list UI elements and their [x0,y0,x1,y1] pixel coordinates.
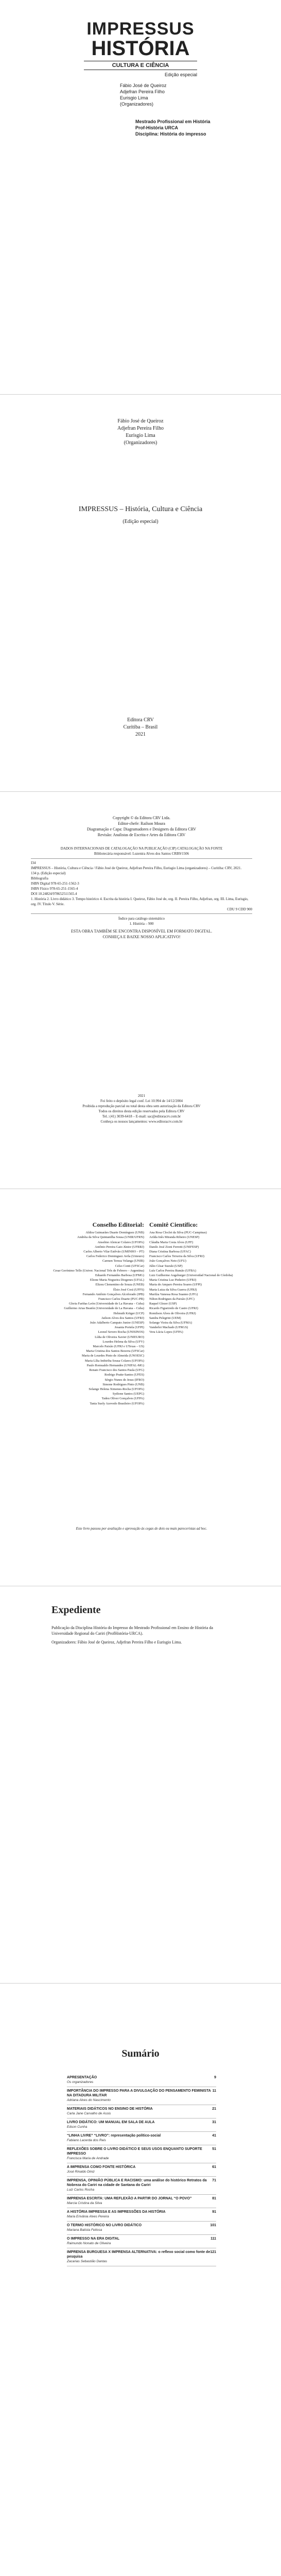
summary-entry-page: 41 [212,2134,216,2138]
committee-member: Cláudia Maria Costa Alves (UFF) [149,1240,194,1244]
summary-entry-title: O IMPRESSO NA ERA DIGITAL [67,2237,120,2241]
committee-member: Diana Cristina Barbosa (UFAC) [149,1250,191,1254]
summary-entry[interactable] [67,2132,216,2145]
summary-entry[interactable] [67,2074,216,2087]
summary-entry-row [67,2075,216,2080]
legal-line: Tel.: (41) 3039-6418 – E-mail: sac@editoracrv.com.br [102,1114,181,1118]
summary-entry-row [67,2250,216,2259]
summary-entry-page: 31 [212,2121,216,2124]
catalog-box [31,858,252,914]
council-member: Simone Rodrigues Pinto (UNB) [102,1382,144,1386]
editorial-council-title: Conselho Editorial: [92,1221,144,1228]
council-member: Sérgio Nunes de Jesus (IFRO) [104,1378,144,1382]
title-authors [0,418,281,447]
summary-entry-page: 81 [212,2197,216,2200]
council-member: Carmen Tereza Velanga (UNIR) [102,1259,144,1263]
summary-list [67,2074,216,2266]
expediente-title: Expediente [51,1604,101,1616]
summary-entry-page: 9 [214,2076,216,2079]
council-member: Gloria Fariñas León (Universidade de La Havana – Cuba) [68,1302,144,1306]
council-member: Maria Cristina dos Santos Bezerra (UFSCar) [86,1349,144,1353]
summary-entry-row [67,2133,216,2138]
summary-entry-row [67,2147,216,2156]
summary-entry[interactable] [67,2105,216,2119]
council-member: Rodrigo Pratte-Santos (UFES) [104,1373,144,1377]
catalog-line: DOI 10.24824/978652511565.4 [31,892,77,896]
committee-member: Romilson Alves de Oliveira (UFRJ) [149,1311,196,1315]
committee-member: Danilo José Zioni Ferretti (UNIFESP) [149,1245,199,1249]
author-line: Fábio José de Queiroz [117,418,164,424]
scientific-committee-list [149,1230,273,1334]
committee-member: Vera Lúcia Lopes (UFPA) [149,1330,183,1334]
catalog-sub: Bibliotecária responsável: Luzenira Alves dos Santos CRB9/1506 [94,852,189,856]
peer-review-note: Este livro passou por avaliação e aprovação às cegas de dois ou mais pareceristas ad hoc. [76,1527,207,1531]
index-label: Índice para catálogo sistemático [118,917,165,921]
summary-entry-page: 101 [210,2224,216,2227]
council-member: Helmuth Krüger (UCP) [113,1311,144,1315]
summary-entry-page: 91 [212,2210,216,2214]
committee-member: Marilza Vanessa Rosa Suanno (UFG) [149,1292,198,1296]
credit-line: Eurisgio Lima [120,95,148,100]
council-member: Marcelo Paixão (UFRJ e UTexas – US) [93,1345,144,1349]
publisher-line: Curitiba – Brasil [123,724,158,730]
editorial-council [21,1223,144,1406]
summary-entry-page: 11 [212,2089,216,2093]
summary-entry[interactable] [67,2248,216,2266]
summary-entry-page: 71 [212,2179,216,2182]
catalog-line: CDU 9 CDD 900 [227,907,252,911]
summary-entry-author: Carla Jane Carvalho de Assis [67,2112,111,2115]
cover-edition: Edição especial [164,72,197,77]
summary-page [0,1986,281,2576]
credit-line: (Organizadores) [120,101,154,107]
legal-line: Conheça os nossos lançamentos: www.editoracrv.com.br [100,1120,183,1124]
expediente-paragraph: Publicação da Disciplina História do Impresso do Mestrado Profissional em Ensino de História da Universidade Regional do Cariri (ProfHistória-URCA). [51,1625,213,1636]
legal-line: 2021 [138,1094,145,1098]
credit-line: Adjefran Pereira Filho [120,89,165,94]
summary-title: Sumário [121,2048,160,2059]
council-member: Elizeu Clementino de Souza (UNEB) [95,1283,144,1287]
copyright-line: Editor-chefe: Railson Moura [118,821,165,826]
catalog-line: I34 [31,861,36,865]
summary-entry[interactable] [67,2235,216,2248]
council-member: Tadeu Oliver Gonçalves (UFPA) [101,1397,144,1401]
committee-member: Maria Luiza da Silva Guerra (UFRJ) [149,1287,197,1292]
committee-member: Raquel Glezer (USP) [149,1302,177,1306]
expediente-text [51,1625,232,1645]
summary-entry-title: O TERMO HISTÓRICO NO LIVRO DIDÁTICO [67,2224,142,2227]
council-page [0,1192,281,1583]
summary-entry-author: Mariana Batista Feitosa [67,2228,102,2232]
committee-member: Arilda Inês Miranda Ribeiro (UNESP) [149,1235,200,1240]
cover-block [84,20,197,107]
council-member: Tania Suely Azevedo Brasileiro (UFOPA) [90,1401,144,1405]
summary-entry-title: IMPRENSA BURGUESA X IMPRENSA ALTERNATIVA: o reflexo social como fonte de pesquisa [67,2250,210,2259]
council-member: Guillermo Arias Beatón (Universidade de La Havana – Cuba) [64,1307,144,1311]
catalog-line: IMPRESSUS – História, Cultura e Ciência / Fábio José de Queiroz, Adjefran Pereira Filho, Eurisgio Lima (organizadores) – Curitiba: CRV, 2021. [31,866,242,870]
summary-entry[interactable] [67,2145,216,2163]
summary-entry-author: Adriana Alves do Nascimento [67,2098,111,2102]
program-line: Prof-História URCA [135,125,179,130]
summary-entry-title: A HISTÓRIA IMPRESSA E AS IMPRESSÕES DA HISTÓRIA [67,2210,166,2214]
author-line: Eurisgio Lima [126,433,155,438]
catalog-line: Bibliografia [31,876,48,880]
digital-notice [46,928,237,940]
summary-entry-row [67,2120,216,2125]
legal-line: Foi feito o depósito legal conf. Lei 10.994 de 14/12/2004 [100,1099,183,1103]
publisher-line: Editora CRV [127,717,154,723]
summary-entry-author: Francisca Maria de Andrade [67,2157,109,2160]
council-member: Carlos Alberto Vilar Estêvão (UMINHO – PT) [83,1250,144,1254]
council-member: Carlos Federico Dominguez Avila (Unieuro) [86,1255,144,1259]
summary-entry-page: 121 [210,2250,216,2254]
summary-entry-row [67,2165,216,2170]
committee-member: Francisco Carlos Teixeira da Silva (UFRJ) [149,1255,204,1259]
committee-member: Vanderlei Machado (UFRGS) [149,1326,188,1330]
cover-page [0,0,281,392]
committee-member: Solange Vieira da Silva (UFMA) [149,1321,192,1325]
summary-entry-title: IMPRENSA ESCRITA: UMA REFLEXÃO A PARTIR DO JORNAL “O POVO” [67,2197,192,2200]
summary-entry-title: “LINHA LIVRE” “LIVRO”: representação político-social [67,2134,161,2138]
council-member: Francisco Carlos Duarte (PUC-PR) [98,1297,144,1301]
index-item: 1. História – 900 [129,922,154,926]
committee-member: Maria Cristina Luz Pinheiro (UFRJ) [149,1278,197,1282]
summary-entry-author: Fabiano Lacerda dos Reis [67,2139,106,2142]
catalog-title: DADOS INTERNACIONAIS DE CATALOGAÇÃO NA PUBLICAÇÃO (CIP) CATALOGAÇÃO NA FONTE [60,846,223,851]
cover-subtitle: CULTURA E CIÊNCIA [84,61,197,70]
summary-entry-title: REFLEXÕES SOBRE O LIVRO DIDÁTICO E SEUS USOS ENQUANTO SUPORTE IMPRESSO [67,2147,202,2156]
book-title: IMPRESSUS – História, Cultura e Ciência [78,505,203,513]
summary-entry-row [67,2196,216,2201]
catalog-record [31,846,252,926]
page-divider [0,791,281,792]
expediente-page [0,1589,281,1980]
committee-member: Ana Rosa Cloclet da Silva (PUC-Campinas) [149,1231,207,1235]
council-member: Élsio José Corá (UFFS) [113,1287,144,1292]
council-member: João Adalberto Campato Junior (UNESP) [90,1321,144,1325]
summary-entry[interactable] [67,2119,216,2132]
summary-entry[interactable] [67,2163,216,2177]
council-member: Sydione Santos (UEPG) [112,1392,144,1396]
summary-entry[interactable] [67,2195,216,2208]
council-member: Celso Conti (UFSCar) [115,1264,144,1268]
author-line: Adjefran Pereira Filho [117,426,164,431]
committee-member: Júlio César Suzuki (USP) [149,1264,183,1268]
committee-member: Luís Carlos Pereira Rumão (UFBA) [149,1268,196,1273]
program-line: Disciplina: História do impresso [135,131,206,137]
cover-program [135,118,238,137]
summary-entry-author: Os organizadores [67,2080,94,2084]
summary-entry-row [67,2178,216,2188]
page-divider [0,1983,281,1984]
summary-entry-page: 61 [212,2165,216,2169]
summary-entry-title: IMPORTÂNCIA DO IMPRESSO PARA A DIVULGAÇÃO DO PENSAMENTO FEMINISTA NA DITADURA MILITAR [67,2089,211,2097]
council-member: Lídia de Oliveira Xavier (UNIEURO) [95,1335,144,1339]
catalog-line: ISBN Digital 978-65-251-1562-3 [31,882,79,886]
catalog-line: ISBN Físico 978-65-251-1565-4 [31,887,78,891]
summary-entry-author: Edson Cunha [67,2125,87,2129]
council-member: Maria de Lourdes Pinto de Almeida (UNOESC) [81,1354,144,1358]
cover-logo-line2: HISTÓRIA [91,37,190,60]
council-member: Jailson Alves dos Santos (UFRJ) [101,1316,144,1320]
cover-credits [120,82,197,107]
committee-member: Sandra Pelegrini (UEM) [149,1316,181,1320]
editorial-council-list [21,1230,144,1406]
summary-entry-author: Marcia Cristina da Silva [67,2201,102,2205]
summary-entry[interactable] [67,2222,216,2235]
summary-entry-author: Zacarias Sebastião Dantas [67,2260,108,2263]
catalog-line: 134 p. (Edição especial) [31,871,66,875]
council-member: Eduardo Fernandes Barbosa (UFMG) [95,1274,144,1278]
expediente-paragraph: Organizadores: Fábio José de Queiroz, Adjefran Pereira Filho e Eurisgio Lima. [51,1640,182,1645]
council-member: Renato Francisco dos Santos Paula (UFG) [89,1368,144,1372]
summary-entry[interactable] [67,2208,216,2222]
committee-member: João Gonçalves Neto (UFU) [149,1259,186,1263]
author-line: (Organizadores) [124,440,157,446]
summary-entry[interactable] [67,2087,216,2105]
committee-member: Maria do Amparo Pereira Soares (UFPI) [149,1283,202,1287]
copyright-line: Diagramação e Capa: Diagramadores e Designers da Editora CRV [86,827,197,832]
summary-entry-author: Raimundo Nonato de Oliveira [67,2242,111,2245]
cover-logo-line1: IMPRESSUS [86,19,195,39]
summary-entry-row [67,2210,216,2214]
summary-entry-author: Luiz Carlos Rocha [67,2188,95,2192]
summary-entry-page: 51 [212,2147,216,2151]
council-member: Josania Portela (UFPI) [114,1326,144,1330]
council-member: Paulo Romualdo Hernandes (UNIFAL-MG) [86,1363,144,1367]
scientific-committee-title: Comitê Científico: [149,1221,198,1228]
publisher-block [0,717,281,738]
summary-entry-row [67,2089,216,2098]
title-page [0,397,281,789]
summary-entry-row [67,2236,216,2241]
council-member: Antônio Pereira Gaio Júnior (UFRRJ) [95,1245,144,1249]
summary-entry-page: 21 [212,2107,216,2111]
council-member: Maria Lília Imbiriba Sousa Colares (UFOPA) [84,1359,144,1363]
summary-entry-title: MATERIAIS DIDÁTICOS NO ENSINO DE HISTÓRIA [67,2107,153,2111]
summary-entry-row [67,2107,216,2111]
scientific-committee [149,1223,273,1335]
summary-entry[interactable] [67,2177,216,2195]
legal-line: Proibida a reprodução parcial ou total desta obra sem autorização da Editora CRV [82,1104,201,1108]
council-member: Lourdes Helena da Silva (UFV) [102,1340,144,1344]
page-divider [0,394,281,395]
program-line: Mestrado Profissional em História [135,119,210,124]
summary-entry-author: Maria Erivânia Alves Pereira [67,2215,109,2218]
digital-line: CONHEÇA E BAIXE NOSSO APLICATIVO! [102,935,181,939]
copyright-line: Revisão: Analistas de Escrita e Artes da Editora CRV [97,833,186,837]
council-member: Anselmo Alencar Colares (UFOPA) [97,1240,144,1244]
summary-entry-row [67,2223,216,2228]
council-member: Aldira Guimarães Duarte Domínguez (UNB) [85,1231,144,1235]
legal-line: Todos os direitos desta edição reservados pela Editora CRV [98,1109,185,1113]
copyright-line: Copyright © da Editora CRV Ltda. [113,816,170,820]
council-member: Leonel Severo Rocha (UNISINOS) [98,1330,144,1334]
summary-entry-author: José Rinaldo Diniz [67,2170,95,2174]
copyright-page [0,794,281,1186]
copyright-credits [46,815,237,838]
council-member: Elione Maria Nogueira Diogenes (UFAL) [90,1278,144,1282]
committee-member: Ricardo Figueiredo de Castro (UFRJ) [149,1307,198,1311]
committee-member: Luiz Guilherme Augsburger (Universidad Nacional de Córdoba) [149,1274,233,1278]
council-member: Cesar Gerónimo Tello (Univer. Nacional Três de Febrero – Argentina) [53,1268,144,1273]
committee-member: Nilton Rodrigues da Paixão (UFC) [149,1297,195,1301]
credit-line: Fábio José de Queiroz [120,83,167,88]
summary-entry-title: LIVRO DIDÁTICO: UM MANUAL EM SALA DE AULA [67,2121,155,2124]
summary-entry-title: IMPRENSA, OPINIÃO PÚBLICA E RACISMO: uma análise do histórico Retratos da Nobreza do Cariri na cidade de Santana do Cariri [67,2179,207,2187]
council-member: Fernando Antônio Gonçalves Alcoforado (IPB) [82,1292,144,1296]
summary-entry-title: A IMPRENSA COMO FONTE HISTÓRICA [67,2165,136,2169]
summary-entry-page: 111 [210,2237,216,2241]
legal-foot [31,1093,252,1124]
council-member: Andréia da Silva Quintanilha Sousa (UNIR/UFRN) [77,1235,144,1240]
summary-entry-title: APRESENTAÇÃO [67,2076,97,2079]
digital-line: ESTA OBRA TAMBÉM SE ENCONTRA DISPONÍVEL EM FORMATO DIGITAL. [71,929,213,934]
council-member: Solange Helena Ximenes-Rocha (UFOPA) [89,1387,144,1391]
book-subtitle: (Edição especial) [122,519,159,524]
publisher-line: 2021 [135,732,146,737]
catalog-line: 1. História 2. Livro didático 3. Tempo histórico 4. Escrita da história I. Queiroz, Fábio José de, org. II. Pereira Filho, Adjefran, org. III. Lima, Eurisgio, org. IV. Título V. Série. [31,897,249,906]
